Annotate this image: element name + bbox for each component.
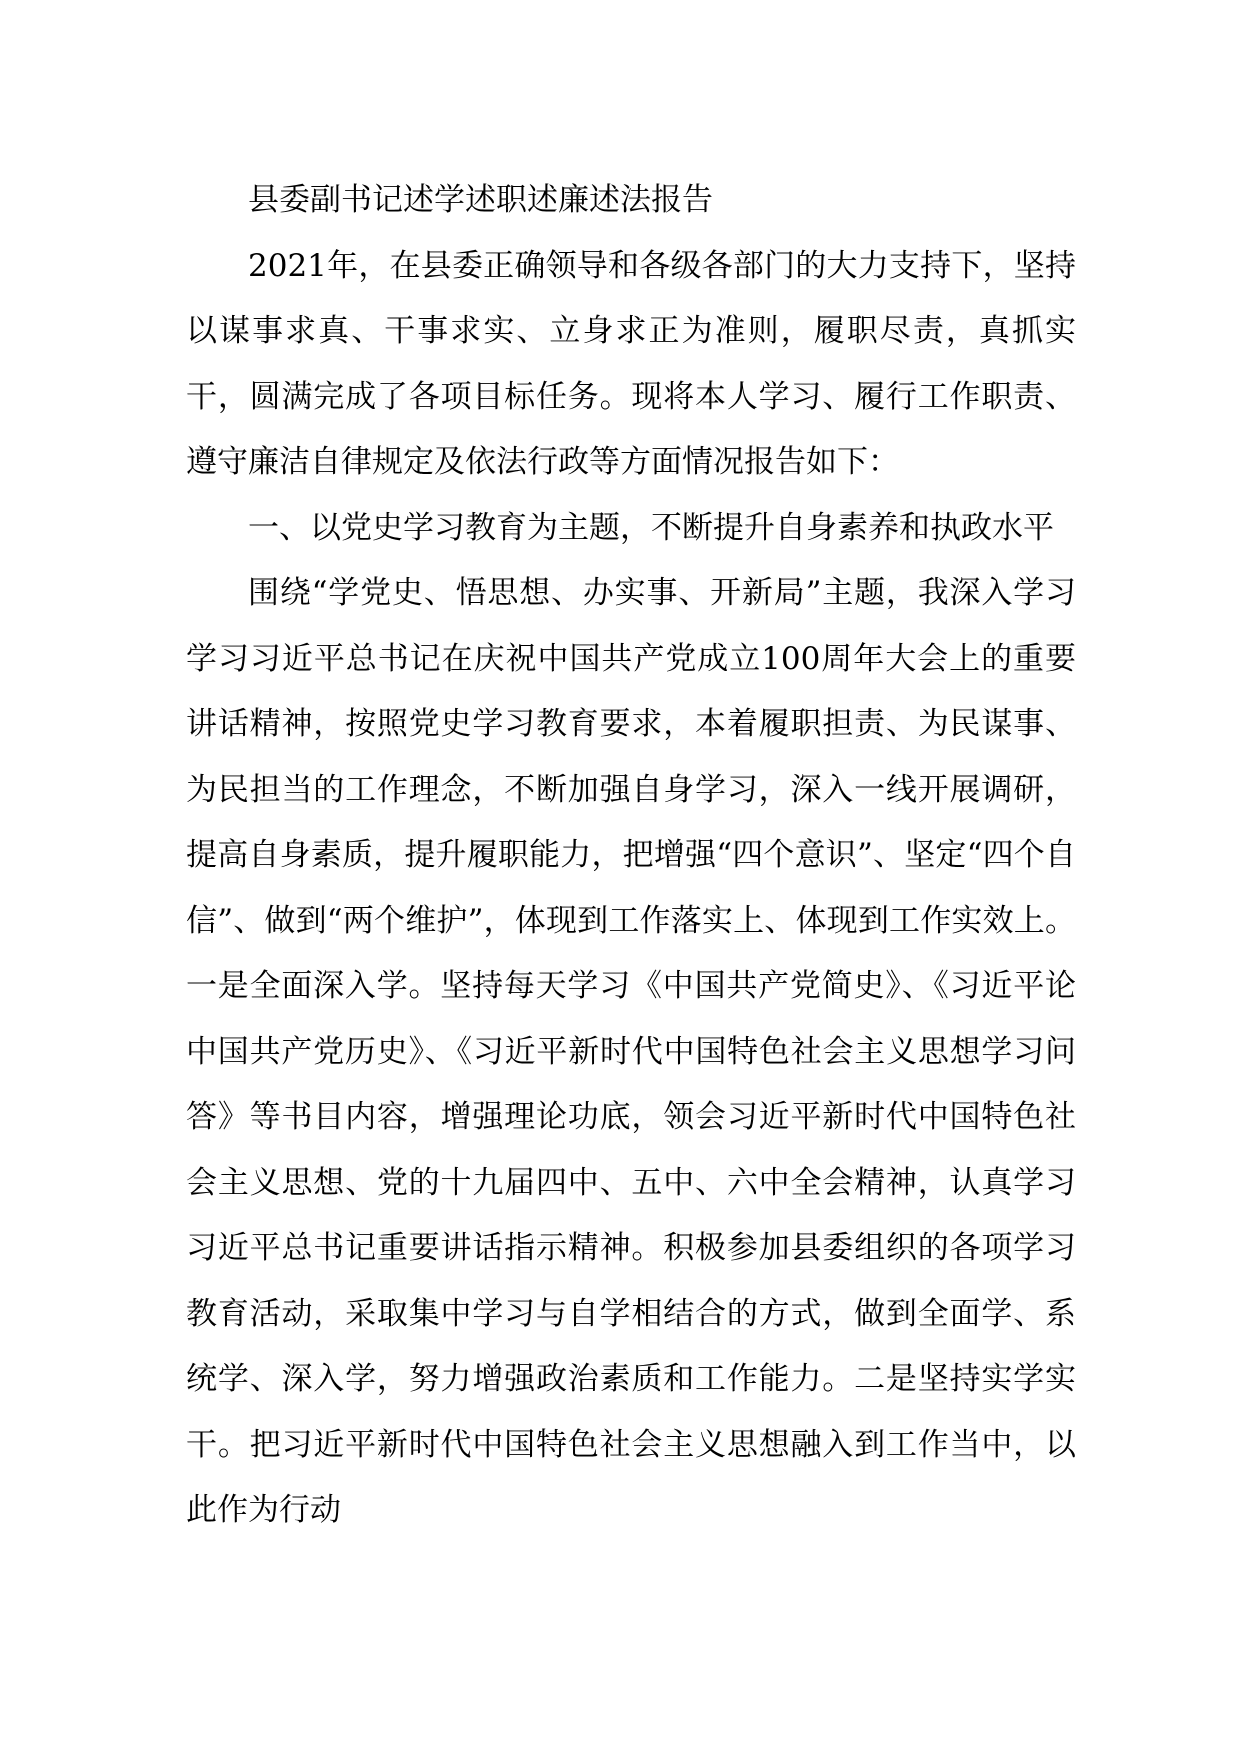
paragraph-intro: 2021年，在县委正确领导和各级各部门的大力支持下，坚持以谋事求真、干事求实、立身求正为准则，履职尽责，真抓实干，圆满完成了各项目标任务。现将本人学习、履行工作职责、遵守廉洁自律规定及依法行政等方面情况报告如下： xyxy=(186,247,1076,480)
section-heading-1: 一、以党史学习教育为主题，不断提升自身素养和执政水平 xyxy=(248,509,1054,546)
document-body xyxy=(186,168,1076,1544)
paragraph-section-1: 围绕“学党史、悟思想、办实事、开新局”主题，我深入学习学习习近平总书记在庆祝中国共产党成立100周年大会上的重要讲话精神，按照党史学习教育要求，本着履职担责、为民谋事、为民担当的工作理念，不断加强自身学习，深入一线开展调研，提高自身素质，提升履职能力，把增强“四个意识”、坚定“四个自信”、做到“两个维护”，体现到工作落实上、体现到工作实效上。一是全面深入学。坚持每天学习《中国共产党简史》、《习近平论中国共产党历史》、《习近平新时代中国特色社会主义思想学习问答》等书目内容，增强理论功底，领会习近平新时代中国特色社会主义思想、党的十九届四中、五中、六中全会精神，认真学习习近平总书记重要讲话指示精神。积极参加县委组织的各项学习教育活动，采取集中学习与自学相结合的方式，做到全面学、系统学、深入学，努力增强政治素质和工作能力。二是坚持实学实干。把习近平新时代中国特色社会主义思想融入到工作当中，以此作为行动 xyxy=(186,575,1076,1528)
document-title: 县委副书记述学述职述廉述法报告 xyxy=(248,182,713,218)
